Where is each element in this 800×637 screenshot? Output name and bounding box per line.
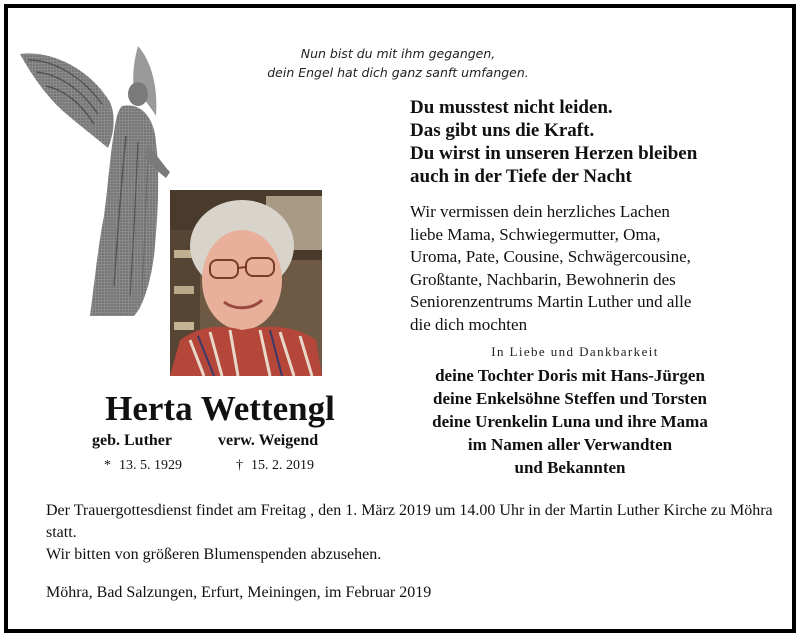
gratitude-line: In Liebe und Dankbarkeit	[491, 344, 659, 359]
tribute-line: Uroma, Pate, Cousine, Schwägercousine,	[410, 247, 691, 266]
verse-line: auch in der Tiefe der Nacht	[410, 166, 632, 187]
birth-symbol: *	[104, 458, 111, 473]
mourner-line: deine Enkelsöhne Steffen und Torsten	[433, 389, 707, 408]
tribute-line: liebe Mama, Schwiegermutter, Oma,	[410, 224, 661, 244]
birth-date	[104, 458, 182, 474]
maiden-name: geb. Luther	[92, 432, 172, 449]
verse-line: Du musstest nicht leiden.	[410, 97, 613, 118]
place-and-date: Möhra, Bad Salzungen, Erfurt, Meiningen, im Februar 2019	[46, 584, 432, 601]
mourner-line: deine Tochter Doris mit Hans-Jürgen	[435, 366, 705, 385]
quote-line-1: Nun bist du mit ihm gegangen,	[300, 46, 496, 61]
flowers-request: Wir bitten von größeren Blumenspenden abzusehen.	[46, 546, 382, 563]
birth-date-value: 13. 5. 1929	[119, 458, 182, 473]
tribute-line: die dich mochten	[410, 314, 528, 334]
angel-statue-image	[18, 46, 178, 316]
mourners-list	[396, 364, 744, 479]
memorial-quote	[248, 44, 548, 82]
death-symbol: †	[236, 458, 243, 473]
tribute-line: Großtante, Nachbarin, Bewohnerin des	[410, 269, 676, 289]
verse-line: Das gibt uns die Kraft.	[410, 120, 595, 141]
deceased-name: Herta Wettengl	[105, 389, 335, 428]
tribute-line: Wir vermissen dein herzliches Lachen	[410, 202, 670, 221]
bold-verse	[410, 96, 780, 188]
mourner-line: deine Urenkelin Luna und ihre Mama	[432, 412, 708, 431]
widowed-name: verw. Weigend	[218, 432, 319, 449]
quote-line-2: dein Engel hat dich ganz sanft umfangen.	[267, 65, 529, 80]
mourner-line: und Bekannten	[514, 458, 626, 477]
mourner-line: im Namen aller Verwandten	[467, 435, 673, 454]
tribute-text	[410, 201, 780, 336]
death-date-value: 15. 2. 2019	[251, 458, 314, 473]
funeral-service-notice: Der Trauergottesdienst findet am Freitag , den 1. März 2019 um 14.00 Uhr in der Martin Luther Kirche zu Möhra statt.	[46, 502, 773, 541]
verse-line: Du wirst in unseren Herzen bleiben	[410, 143, 698, 164]
portrait-photo	[170, 190, 322, 376]
tribute-line: Seniorenzentrums Martin Luther und alle	[410, 292, 692, 311]
death-date	[236, 458, 314, 474]
